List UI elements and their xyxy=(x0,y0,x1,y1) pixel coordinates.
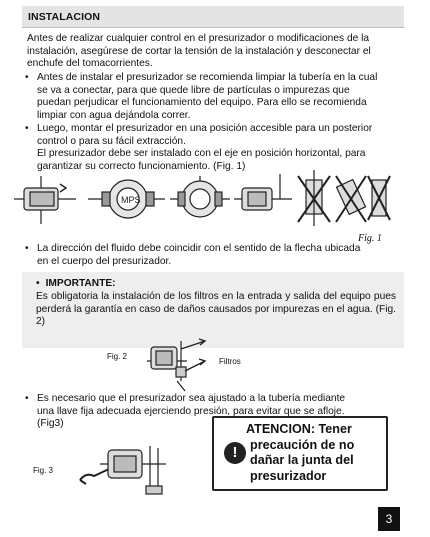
figure-1-illustration xyxy=(10,168,390,230)
page-number: 3 xyxy=(378,507,400,531)
warning-box xyxy=(212,416,388,491)
bullet-clean-pipe xyxy=(25,72,401,122)
pump-incorrect-3 xyxy=(368,176,390,220)
pump-correct-1 xyxy=(14,176,76,224)
pump-correct-2 xyxy=(88,180,165,218)
bullet-marker: • xyxy=(25,243,29,254)
figure-3-illustration xyxy=(78,434,178,504)
figure-3-label: Fig. 3 xyxy=(33,466,54,475)
bullet-line: en el cuerpo del presurizador. xyxy=(37,255,172,267)
bullet-line: Luego, montar el presurizador en una posición accesible para un posterior xyxy=(37,123,373,134)
bullet-line: limpiar con agua dejándola correr. xyxy=(37,109,191,121)
svg-text:MPS: MPS xyxy=(121,195,141,205)
bullet-line: garantizar su correcto funcionamiento. (Fig. 1) xyxy=(37,160,246,172)
bullet-marker: • xyxy=(36,278,40,289)
bullet-line: una llave fija adecuada ejerciendo presión, para evitar que se afloje. xyxy=(37,405,345,417)
pump-correct-4 xyxy=(234,174,292,210)
pump-incorrect-1 xyxy=(298,170,330,226)
pump-correct-3 xyxy=(170,176,230,217)
exclamation-icon: ! xyxy=(224,442,246,464)
bullet-line: se va a conectar, para que quede libre de partículas o impurezas que xyxy=(37,84,350,96)
bullet-marker: • xyxy=(25,393,29,404)
bullet-line: Antes de instalar el presurizador se recomienda limpiar la tubería en la cual xyxy=(37,72,378,83)
pump-incorrect-2 xyxy=(336,176,366,222)
bullet-line: control o para su fácil extracción. xyxy=(37,135,186,147)
figure-2-callout: Filtros xyxy=(219,357,241,366)
warning-line: ATENCION: Tener xyxy=(246,422,352,436)
warning-text xyxy=(240,422,386,484)
important-text: Es obligatoria la instalación de los filtros en la entrada y salida del equipo pues perderá la garantía en caso de daños causados por impurezas en el agua. (Fig. 2) xyxy=(36,291,396,328)
figure-1-caption: Fig. 1 xyxy=(358,233,382,244)
figure-2-label: Fig. 2 xyxy=(107,352,128,361)
bullet-line: (Fig3) xyxy=(37,418,64,430)
important-title-text: IMPORTANTE: xyxy=(45,278,116,289)
section-title: INSTALACION xyxy=(28,11,101,23)
bullet-line: puedan perjudicar el funcionamiento del equipo. Para ello se recomienda xyxy=(37,97,367,109)
warning-line: presurizador xyxy=(250,468,327,483)
important-title xyxy=(36,278,116,291)
bullet-line: El presurizador debe ser instalado con el eje en posición horizontal, para xyxy=(37,148,366,160)
intro-paragraph: Antes de realizar cualquier control en el presurizador o modificaciones de la instalación, asegúrese de cortar la tensión de la instalación y desconectar el enchufe del tomacorrientes. xyxy=(27,33,371,70)
bullet-line: Es necesario que el presurizador sea ajustado a la tubería mediante xyxy=(37,393,346,404)
section-header xyxy=(22,6,404,28)
bullet-flow-direction xyxy=(25,243,401,268)
bullet-line: La dirección del fluido debe coincidir con el sentido de la flecha ubicada xyxy=(37,243,361,254)
bullet-marker: • xyxy=(25,123,29,134)
bullet-mounting xyxy=(25,123,401,173)
warning-line: dañar la junta del xyxy=(250,453,354,468)
bullet-marker: • xyxy=(25,72,29,83)
warning-line: precaución de no xyxy=(250,437,355,452)
